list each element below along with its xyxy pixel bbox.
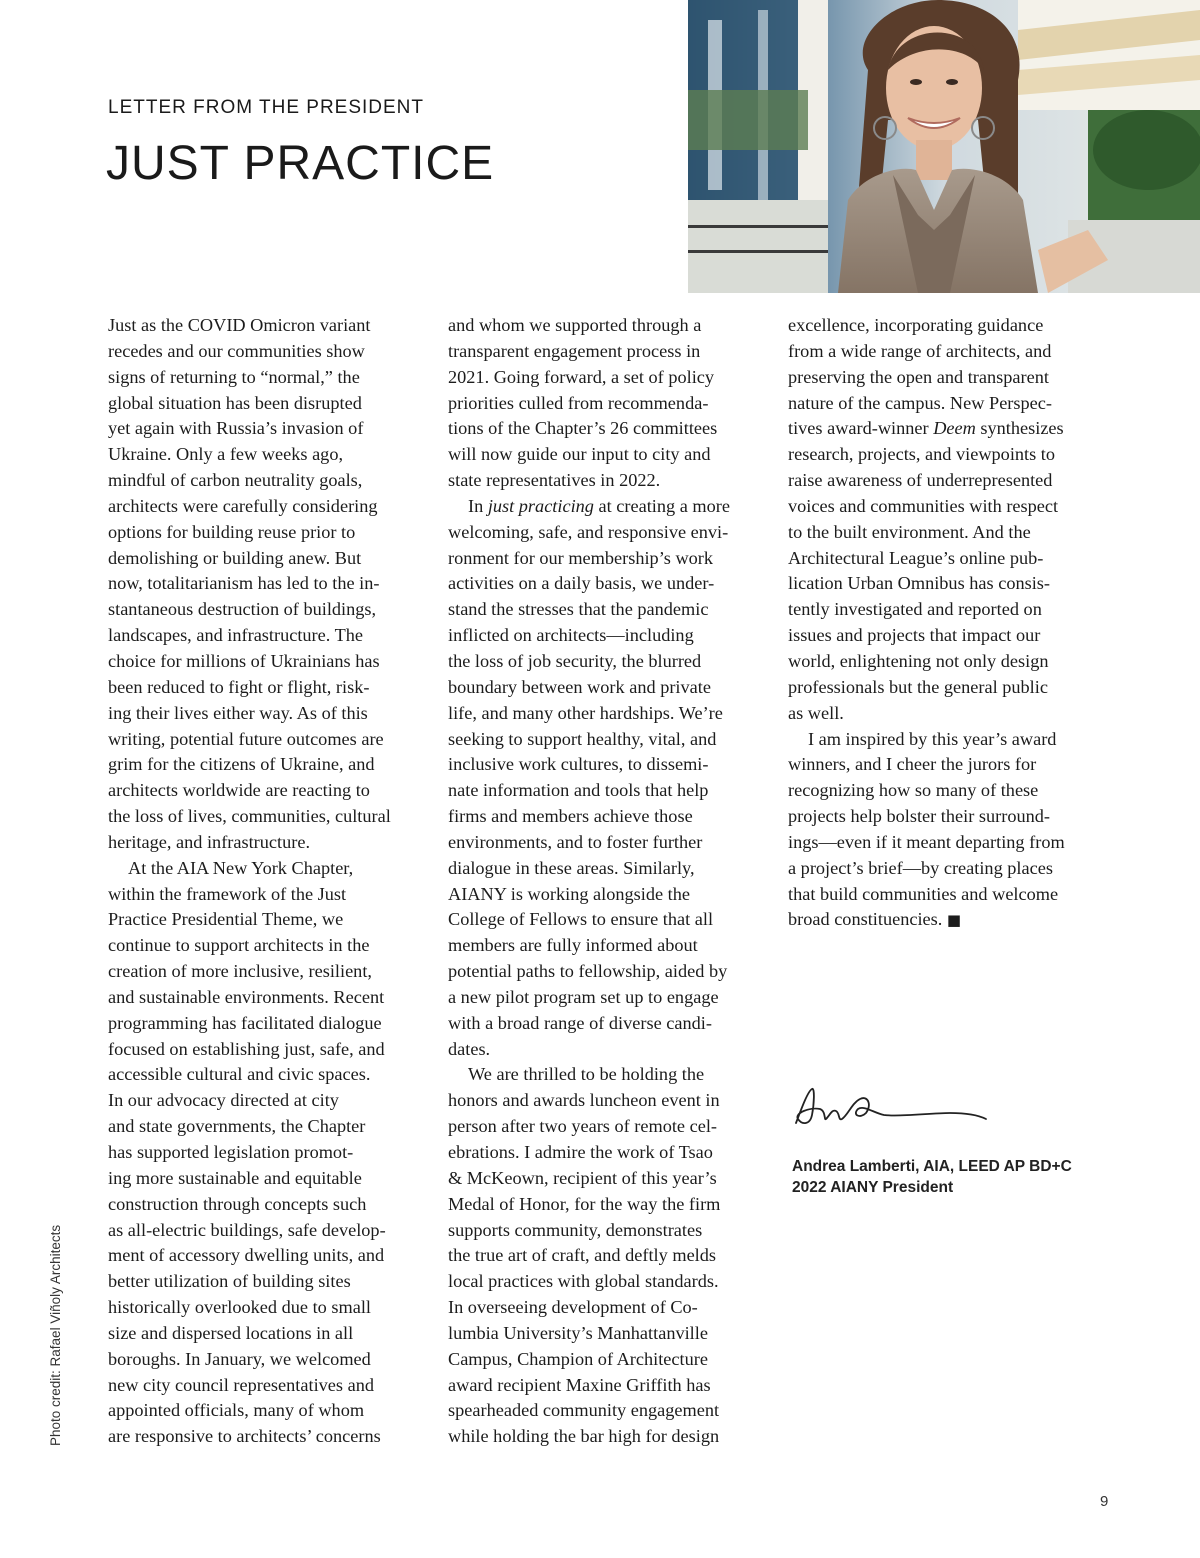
text-line: architects were carefully considering	[108, 495, 378, 516]
text-line: better utilization of building sites	[108, 1271, 351, 1292]
text-line: and state governments, the Chapter	[108, 1116, 366, 1137]
text-line: ings—even if it meant departing from	[788, 831, 1065, 852]
text-line: members are fully informed about	[448, 935, 698, 956]
text-line: priorities culled from recommenda-	[448, 392, 709, 413]
text-line: research, projects, and viewpoints to	[788, 444, 1056, 465]
text-line: stand the stresses that the pandemic	[448, 599, 709, 620]
text-line: environments, and to foster further	[448, 831, 703, 852]
text-line: 2021. Going forward, a set of policy	[448, 366, 715, 387]
text-line: nate information and tools that help	[448, 780, 709, 801]
text-line: a new pilot program set up to engage	[448, 986, 719, 1007]
text-line: person after two years of remote cel-	[448, 1116, 718, 1137]
paragraph	[788, 727, 1118, 935]
text-line: within the framework of the Just	[108, 883, 347, 904]
text-line: programming has facilitated dialogue	[108, 1012, 382, 1033]
text-line: recedes and our communities show	[108, 340, 365, 361]
text-line	[788, 907, 1118, 934]
text-line: ment of accessory dwelling units, and	[108, 1245, 385, 1266]
emphasis-text: Deem	[933, 418, 976, 439]
text-line: raise awareness of underrepresented	[788, 470, 1053, 491]
text-line: options for building reuse prior to	[108, 521, 356, 542]
text-line: potential paths to fellowship, aided by	[448, 961, 728, 982]
text-run: broad constituencies.	[788, 909, 947, 930]
text-line	[448, 494, 778, 520]
text-line: writing, potential future outcomes are	[108, 728, 384, 749]
text-line: inflicted on architects—including	[448, 625, 694, 646]
body-column-2	[448, 313, 778, 1450]
text-line: appointed officials, many of whom	[108, 1400, 365, 1421]
text-line: accessible cultural and civic spaces.	[108, 1064, 371, 1085]
text-line: now, totalitarianism has led to the in-	[108, 573, 380, 594]
text-line: heritage, and infrastructure.	[108, 831, 311, 852]
text-line: dialogue in these areas. Similarly,	[448, 857, 695, 878]
text-line: demolishing or building anew. But	[108, 547, 362, 568]
paragraph	[448, 494, 778, 1063]
text-line: choice for millions of Ukrainians has	[108, 650, 380, 671]
text-line: has supported legislation promot-	[108, 1142, 354, 1162]
text-line: transparent engagement process in	[448, 340, 701, 361]
text-line: boroughs. In January, we welcomed	[108, 1348, 371, 1369]
text-line: grim for the citizens of Ukraine, and	[108, 754, 375, 775]
emphasis-text: just practicing	[487, 495, 594, 516]
text-line: global situation has been disrupted	[108, 392, 362, 413]
text-line: a project’s brief—by creating places	[788, 857, 1053, 878]
text-line: & McKeown, recipient of this year’s	[448, 1167, 717, 1188]
text-line: We are thrilled to be holding the	[468, 1064, 705, 1085]
end-mark-icon: ■	[946, 911, 962, 930]
text-line: lumbia University’s Manhattanville	[448, 1322, 708, 1343]
text-line: recognizing how so many of these	[788, 780, 1039, 801]
text-line: as all-electric buildings, safe develop-	[108, 1219, 386, 1240]
text-line: local practices with global standards.	[448, 1271, 719, 1292]
text-line: focused on establishing just, safe, and	[108, 1038, 385, 1059]
text-line: are responsive to architects’ concerns	[108, 1426, 381, 1447]
text-line: Medal of Honor, for the way the firm	[448, 1193, 721, 1214]
text-line: award recipient Maxine Griffith has	[448, 1374, 711, 1395]
text-line: professionals but the general public	[788, 676, 1048, 697]
text-line: the true art of craft, and deftly melds	[448, 1245, 717, 1266]
text-line: signs of returning to “normal,” the	[108, 366, 360, 387]
text-line: welcoming, safe, and responsive envi-	[448, 521, 729, 542]
paragraph	[108, 856, 438, 1450]
text-line: new city council representatives and	[108, 1374, 374, 1395]
text-line: will now guide our input to city and	[448, 444, 711, 465]
portrait-photo	[688, 0, 1200, 293]
text-line: landscapes, and infrastructure. The	[108, 625, 363, 646]
text-line: preserving the open and transparent	[788, 366, 1049, 387]
text-line: seeking to support healthy, vital, and	[448, 728, 717, 749]
text-line: the loss of lives, communities, cultural	[108, 806, 391, 827]
text-line: size and dispersed locations in all	[108, 1322, 354, 1343]
text-line: stantaneous destruction of buildings,	[108, 599, 377, 620]
text-line: life, and many other hardships. We’re	[448, 702, 723, 723]
text-line: architects worldwide are reacting to	[108, 780, 370, 801]
paragraph	[108, 313, 438, 856]
text-run: tives award-winner	[788, 418, 934, 439]
text-line: mindful of carbon neutrality goals,	[108, 470, 363, 491]
text-line: tions of the Chapter’s 26 committees	[448, 418, 718, 439]
text-line: to the built environment. And the	[788, 521, 1031, 542]
page-number: 9	[1100, 1493, 1109, 1510]
text-line: AIANY is working alongside the	[448, 883, 691, 904]
text-line: supports community, demonstrates	[448, 1219, 703, 1240]
text-line: Just as the COVID Omicron variant	[108, 315, 371, 335]
text-line: firms and members achieve those	[448, 806, 693, 827]
text-line: I am inspired by this year’s award	[808, 728, 1057, 749]
text-line: yet again with Russia’s invasion of	[108, 418, 364, 439]
text-line: and whom we supported through a	[448, 315, 702, 335]
text-line: state representatives in 2022.	[448, 470, 661, 491]
text-line: nature of the campus. New Perspec-	[788, 392, 1052, 413]
text-line: voices and communities with respect	[788, 495, 1059, 516]
text-line: Practice Presidential Theme, we	[108, 909, 344, 930]
text-line: that build communities and welcome	[788, 883, 1059, 904]
text-line: honors and awards luncheon event in	[448, 1090, 720, 1111]
text-line: ebrations. I admire the work of Tsao	[448, 1142, 713, 1162]
paragraph	[448, 313, 778, 494]
text-line: Architectural League’s online pub-	[788, 547, 1044, 568]
text-line: ronment for our membership’s work	[448, 547, 714, 568]
text-line: and sustainable environments. Recent	[108, 986, 385, 1007]
text-line: inclusive work cultures, to dissemi-	[448, 754, 709, 775]
text-line: ing more sustainable and equitable	[108, 1167, 362, 1188]
text-line: projects help bolster their surround-	[788, 806, 1050, 827]
photo-credit: Photo credit: Rafael Viñoly Architects	[48, 1224, 63, 1446]
text-run: synthesizes	[975, 418, 1064, 439]
text-line: historically overlooked due to small	[108, 1297, 371, 1318]
author-name: Andrea Lamberti, AIA, LEED AP BD+C	[792, 1158, 1072, 1175]
body-column-1	[108, 313, 438, 1450]
text-line: been reduced to fight or flight, risk-	[108, 676, 370, 697]
text-line	[788, 416, 1118, 442]
page-title: JUST PRACTICE	[106, 137, 495, 190]
kicker: LETTER FROM THE PRESIDENT	[108, 97, 425, 118]
text-line: lication Urban Omnibus has consis-	[788, 573, 1050, 594]
text-line: dates.	[448, 1038, 491, 1059]
text-line: activities on a daily basis, we under-	[448, 573, 715, 594]
text-line: winners, and I cheer the jurors for	[788, 754, 1037, 775]
text-line: tently investigated and reported on	[788, 599, 1042, 620]
text-line: creation of more inclusive, resilient,	[108, 961, 372, 982]
text-line: from a wide range of architects, and	[788, 340, 1052, 361]
text-line: while holding the bar high for design	[448, 1426, 720, 1447]
paragraph	[448, 1062, 778, 1450]
signature-icon	[790, 1085, 990, 1135]
text-run: at creating a more	[593, 495, 730, 516]
text-line: spearheaded community engagement	[448, 1400, 720, 1421]
signature-block	[792, 1156, 1072, 1198]
text-line: College of Fellows to ensure that all	[448, 909, 714, 930]
body-column-3	[788, 313, 1118, 934]
text-line: boundary between work and private	[448, 676, 711, 697]
text-line: issues and projects that impact our	[788, 625, 1041, 646]
text-run: In	[468, 495, 488, 516]
text-line: In our advocacy directed at city	[108, 1090, 339, 1111]
text-line: excellence, incorporating guidance	[788, 315, 1044, 335]
author-title: 2022 AIANY President	[792, 1179, 954, 1196]
text-line: construction through concepts such	[108, 1193, 367, 1214]
text-line: as well.	[788, 702, 844, 723]
text-line: At the AIA New York Chapter,	[128, 857, 354, 878]
text-line: Ukraine. Only a few weeks ago,	[108, 444, 344, 465]
text-line: the loss of job security, the blurred	[448, 650, 702, 671]
text-line: world, enlightening not only design	[788, 650, 1049, 671]
text-line: In overseeing development of Co-	[448, 1297, 698, 1318]
paragraph	[788, 313, 1118, 727]
text-line: continue to support architects in the	[108, 935, 370, 956]
text-line: ing their lives either way. As of this	[108, 702, 368, 723]
text-line: with a broad range of diverse candi-	[448, 1012, 712, 1033]
text-line: Campus, Champion of Architecture	[448, 1348, 708, 1369]
